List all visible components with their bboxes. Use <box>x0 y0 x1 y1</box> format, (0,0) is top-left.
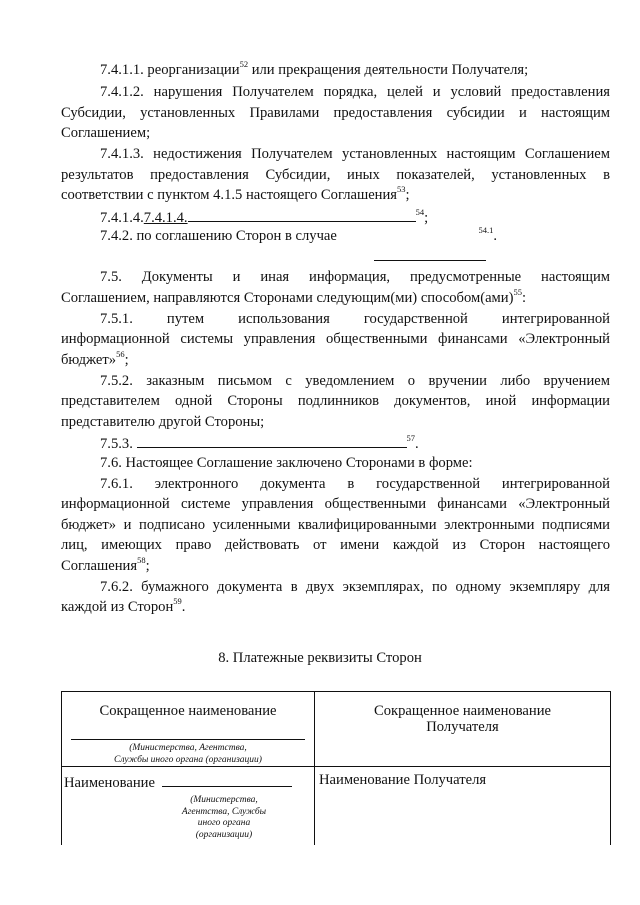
section-title: 8. Платежные реквизиты Сторон <box>218 650 422 666</box>
paragraph-7-6-1-line-3: бюджет» и подписано усиленными квалифицированными электронными подписями <box>61 517 610 533</box>
paragraph-7-4-2: 7.4.2. по соглашению Сторон в случае $^{54.1}$. <box>100 225 498 244</box>
fill-in-blank <box>188 207 416 222</box>
paragraph-7-4-1-4: 7.4.1.4.7.4.1.4. $^{54}$; <box>100 207 429 226</box>
right-header-label-line-1: Сокращенное наименование <box>373 703 552 719</box>
table-cell-right-name <box>315 767 611 846</box>
paragraph-7-4-1-1: 7.4.1.1. реорганизации$^{52}$ или прекращения деятельности Получателя; <box>100 59 529 78</box>
paragraph-7-6-2-line-2: каждой из Сторон$^{59}$. <box>61 596 186 615</box>
paragraph-7-6: 7.6. Настоящее Соглашение заключено Сторонами в форме: <box>100 455 473 471</box>
paragraph-7-5-line-1: 7.5. Документы и иная информация, предусмотренные настоящим <box>100 269 610 285</box>
paragraph-7-5-3: 7.5.3. $^{57}$. <box>100 433 419 452</box>
paragraph-7-5-2-line-3: представителю другой Стороны; <box>61 414 265 430</box>
paragraph-7-6-1-line-2: информационной системе управления общественными финансами «Электронный <box>61 496 610 512</box>
paragraph-7-4-1-3-line-2: результатов предоставления Субсидии, иных показателей, установленных в <box>61 167 610 183</box>
fill-in-blank <box>162 772 292 787</box>
fill-in-blank <box>374 260 486 261</box>
left-name-row <box>62 767 314 791</box>
left-header-note: (Министерства, Агентства, Службы иного органа (организации) <box>114 743 262 765</box>
fill-in-blank <box>137 433 407 448</box>
paragraph-7-4-1-3-line-1: 7.4.1.3. недостижения Получателем установленных настоящим Соглашением <box>100 146 610 162</box>
table-cell-left-header <box>62 692 315 767</box>
paragraph-7-4-1-2-line-1: 7.4.1.2. нарушения Получателем порядка, целей и условий предоставления <box>100 84 610 100</box>
left-name-label: Наименование <box>64 775 155 791</box>
paragraph-7-5-line-2: Соглашением, направляются Сторонами следующим(ми) способом(ами)$^{55}$: <box>61 287 527 306</box>
paragraph-7-6-1-line-4: лиц, имеющих право действовать от имени каждой из Сторон настоящего <box>61 537 610 553</box>
table-row <box>62 692 611 767</box>
left-header-label: Сокращенное наименование <box>99 703 277 719</box>
table-cell-left-name <box>62 767 315 846</box>
right-name-label: Наименование Получателя <box>319 772 487 788</box>
paragraph-7-5-2-line-1: 7.5.2. заказным письмом с уведомлением о вручении либо вручением <box>100 373 610 389</box>
paragraph-7-5-2-line-2: представителем одной Стороны подлинников документов, иной информации <box>61 393 610 409</box>
paragraph-7-6-1-line-5: Соглашения$^{58}$; <box>61 555 150 574</box>
fill-in-blank <box>71 739 305 740</box>
table-cell-right-header <box>315 692 611 767</box>
paragraph-7-5-1-line-2: информационной системы управления общественными финансами «Электронный <box>61 331 610 347</box>
paragraph-7-4-1-2-line-3: Соглашением; <box>61 125 151 141</box>
paragraph-7-4-1-2-line-2: Субсидии, установленных Правилами предоставления субсидии и настоящим <box>61 105 610 121</box>
paragraph-7-4-1-3-line-3: соответствии с пунктом 4.1.5 настоящего Соглашения$^{53}$; <box>61 184 410 203</box>
paragraph-7-5-1-line-3: бюджет»$^{56}$; <box>61 349 129 368</box>
requisites-table <box>61 691 611 845</box>
right-header-label-line-2: Получателя <box>426 719 499 735</box>
paragraph-7-5-1-line-1: 7.5.1. путем использования государственной интегрированной <box>100 311 610 327</box>
paragraph-7-6-2-line-1: 7.6.2. бумажного документа в двух экземплярах, по одному экземпляру для <box>100 579 610 595</box>
left-name-note: (Министерства, Агентства, Службы иного органа (организации) <box>181 795 267 840</box>
table-row <box>62 767 611 846</box>
paragraph-7-6-1-line-1: 7.6.1. электронного документа в государственной интегрированной <box>100 476 610 492</box>
